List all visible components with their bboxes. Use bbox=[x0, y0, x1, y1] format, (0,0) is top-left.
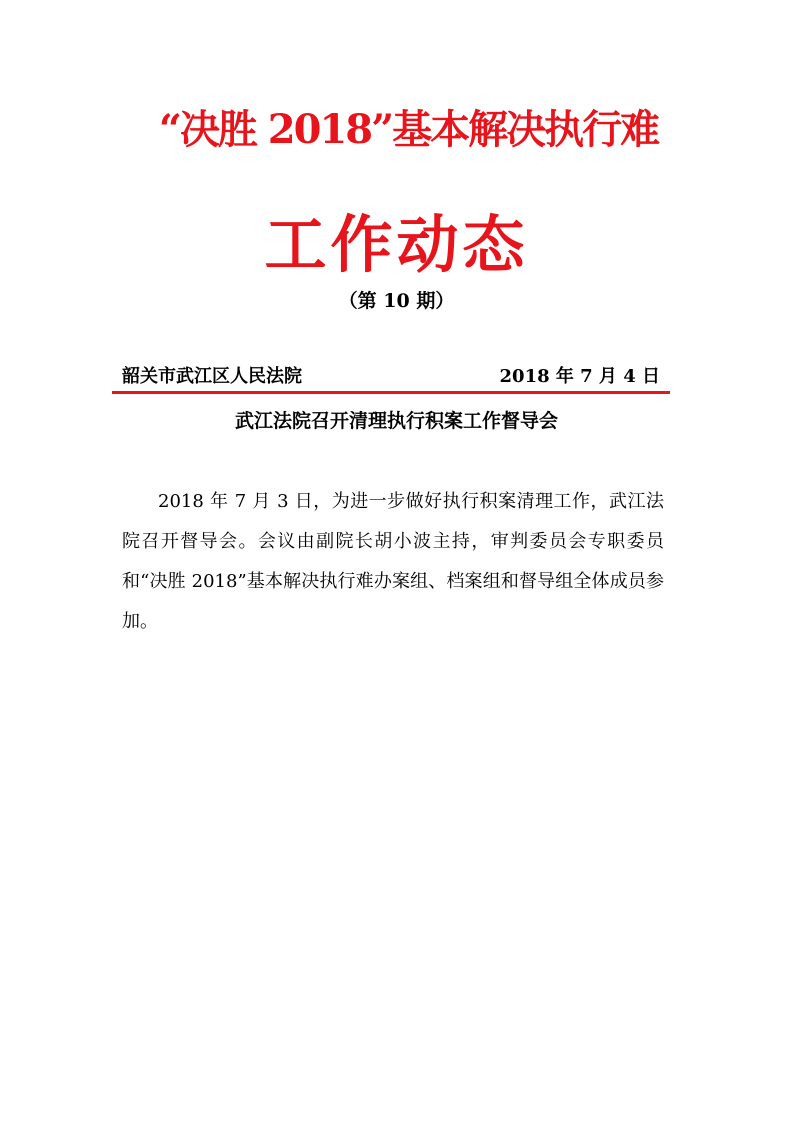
issue-date: 2018 年 7 月 4 日 bbox=[499, 366, 660, 387]
masthead-divider bbox=[112, 391, 670, 394]
masthead bbox=[122, 363, 660, 391]
bulletin-title: 工作动态 bbox=[264, 208, 529, 281]
issue-number: （第 10 期） bbox=[338, 290, 455, 312]
campaign-title: “决胜 2018”基本解决执行难 bbox=[158, 106, 659, 153]
article-title: 武江法院召开清理执行积案工作督导会 bbox=[234, 410, 558, 432]
issuer-name: 韶关市武江区人民法院 bbox=[122, 366, 302, 387]
article-body: 2018 年 7 月 3 日，为进一步做好执行积案清理工作，武江法院召开督导会。会议由副院长胡小波主持，审判委员会专职委员和“决胜 2018”基本解决执行难办案组、档案组和督导组全体成员参加。 bbox=[122, 491, 664, 632]
